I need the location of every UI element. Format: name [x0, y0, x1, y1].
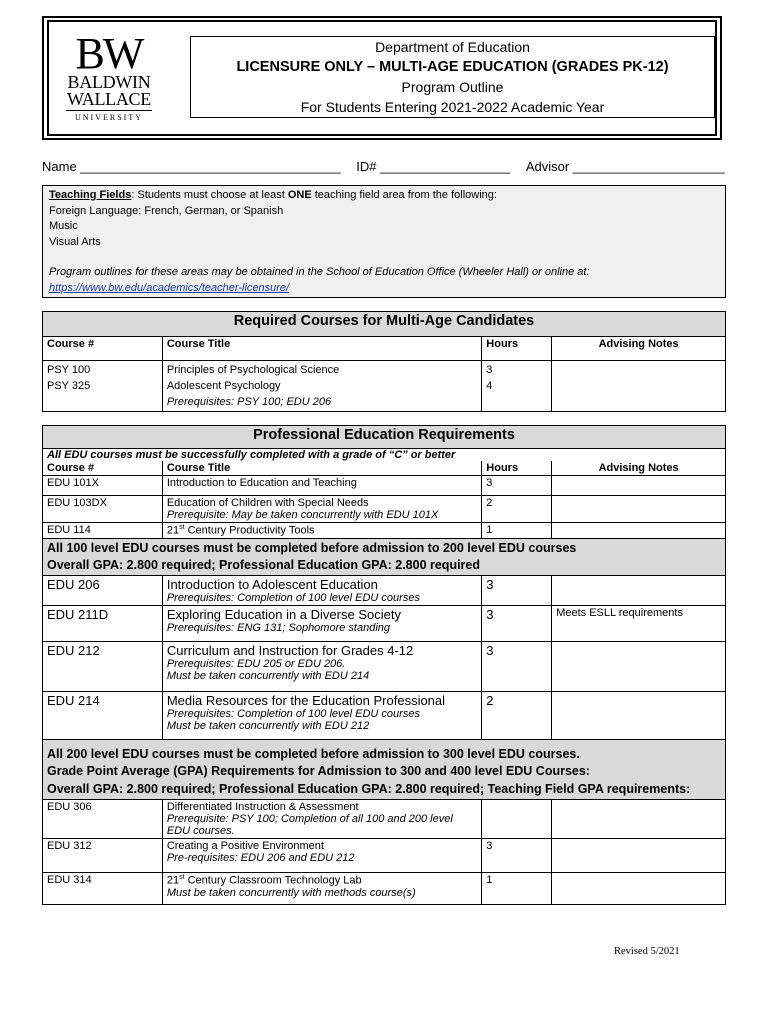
gate-200-note — [43, 739, 726, 800]
table-row — [43, 800, 726, 839]
course-num: EDU 211D — [43, 605, 163, 641]
table-row — [43, 641, 726, 691]
title-part: 21 — [166, 874, 180, 887]
advising-notes-cell[interactable] — [552, 476, 726, 496]
teaching-field-item: Foreign Language: French, German, or Spanish — [49, 204, 284, 217]
col-notes: Advising Notes — [552, 337, 726, 361]
course-prereq: Prerequisite: May be taken concurrently with EDU 101X — [166, 509, 439, 521]
professional-section-title: Professional Education Requirements — [43, 426, 726, 449]
advisor-field[interactable]: Advisor _____________________ — [525, 159, 725, 174]
course-hours: 4 — [486, 380, 493, 392]
course-prereq: Prerequisites: PSY 100; EDU 206 — [166, 396, 332, 408]
gate-100-line2: Overall GPA: 2.800 required; Professional Education GPA: 2.800 required — [47, 557, 481, 572]
professional-education-table — [42, 425, 726, 905]
course-prereq: Must be taken concurrently with EDU 212 — [166, 719, 370, 732]
table-row — [43, 575, 726, 605]
gate-200-line2: Grade Point Average (GPA) Requirements for Admission to 300 and 400 level EDU Courses: — [47, 764, 590, 779]
logo-line1: BALDWIN — [67, 72, 151, 92]
course-prereq: Must be taken concurrently with EDU 214 — [166, 669, 370, 682]
all-edu-note: All EDU courses must be successfully completed with a grade of “C” or better — [43, 449, 726, 462]
teaching-one: ONE — [287, 189, 312, 201]
teaching-intro — [49, 188, 719, 204]
course-hours: 2 — [482, 496, 552, 523]
title-sup: st — [179, 874, 185, 882]
course-prereq: Prerequisites: Completion of 100 level EDU courses — [166, 591, 420, 604]
table-row — [43, 361, 726, 412]
program-title: LICENSURE ONLY – MULTI-AGE EDUCATION (GRADES PK-12) — [236, 59, 669, 75]
teaching-note: Program outlines for these areas may be obtained in the School of Education Office (Wheeler Hall) or online at: — [49, 266, 590, 278]
advising-notes-cell[interactable] — [552, 839, 726, 873]
advising-notes-cell[interactable] — [552, 800, 726, 839]
advising-notes-cell[interactable] — [552, 873, 726, 905]
course-num: EDU 103DX — [43, 496, 163, 523]
gate-100-note — [43, 538, 726, 575]
title-box — [190, 36, 715, 118]
advising-notes-cell[interactable] — [552, 691, 726, 739]
title-part: Century Productivity Tools — [184, 524, 315, 537]
course-prereq: Prerequisites: Completion of 100 level EDU courses — [166, 707, 420, 720]
table-row — [43, 523, 726, 539]
course-prereq: Prerequisite: PSY 100; Completion of all 100 and 200 level — [166, 813, 453, 826]
title-part: Century Classroom Technology Lab — [184, 874, 362, 887]
dept-title: Department of Education — [375, 39, 530, 55]
course-title — [167, 874, 477, 887]
entering-title: For Students Entering 2021-2022 Academic Year — [300, 99, 605, 115]
col-hours: Hours — [482, 337, 552, 361]
title-part: 21 — [166, 524, 180, 537]
course-num: EDU 314 — [43, 873, 163, 905]
course-title: Adolescent Psychology — [166, 380, 281, 392]
course-hours: 3 — [482, 605, 552, 641]
teaching-field-item: Visual Arts — [49, 235, 101, 248]
table-row — [43, 496, 726, 523]
teaching-intro-a: : Students must choose at least — [131, 189, 288, 201]
course-title: Creating a Positive Environment — [166, 840, 324, 853]
required-section-title: Required Courses for Multi-Age Candidates — [43, 312, 726, 337]
course-prereq: EDU courses. — [166, 825, 235, 838]
table-row — [43, 839, 726, 873]
course-num: EDU 114 — [43, 523, 163, 539]
course-num: EDU 212 — [43, 641, 163, 691]
teaching-field-item: Music — [49, 220, 78, 232]
col-title: Course Title — [162, 337, 481, 361]
col-course: Course # — [43, 461, 163, 476]
course-hours: 1 — [482, 523, 552, 539]
revised-date: Revised 5/2021 — [614, 946, 680, 957]
advising-notes[interactable]: Meets ESLL requirements — [552, 605, 726, 641]
course-prereq: Prerequisites: EDU 205 or EDU 206. — [166, 657, 346, 670]
teaching-fields-box — [42, 185, 726, 298]
advising-notes-cell[interactable] — [552, 575, 726, 605]
teaching-intro-b: teaching field area from the following: — [311, 189, 497, 201]
id-field[interactable]: ID# __________________ — [356, 159, 511, 174]
table-row — [43, 691, 726, 739]
name-field[interactable]: Name ____________________________________ — [42, 159, 341, 174]
logo-line3: UNIVERSITY — [66, 110, 152, 122]
col-title: Course Title — [162, 461, 481, 476]
course-title: Media Resources for the Education Professional — [166, 692, 446, 708]
course-title: Principles of Psychological Science — [166, 364, 340, 376]
teaching-label: Teaching Fields — [49, 189, 132, 201]
outline-title: Program Outline — [401, 79, 504, 95]
logo-line2: WALLACE — [67, 89, 151, 109]
course-title: Introduction to Adolescent Education — [166, 576, 378, 592]
course-num: PSY 325 — [47, 380, 91, 392]
course-hours: 2 — [482, 691, 552, 739]
course-hours: 3 — [482, 575, 552, 605]
course-hours: 3 — [486, 364, 493, 376]
advising-notes-cell[interactable] — [552, 496, 726, 523]
course-hours: 1 — [482, 873, 552, 905]
title-sup: st — [179, 524, 185, 531]
col-course: Course # — [43, 337, 163, 361]
course-prereq: Must be taken concurrently with methods course(s) — [166, 886, 416, 899]
col-notes: Advising Notes — [552, 461, 726, 476]
course-title: Introduction to Education and Teaching — [162, 476, 481, 496]
course-prereq: Prerequisites: ENG 131; Sophomore standing — [166, 621, 391, 634]
course-num: PSY 100 — [47, 364, 91, 376]
course-num: EDU 214 — [43, 691, 163, 739]
course-title: Curriculum and Instruction for Grades 4-12 — [166, 642, 414, 658]
required-courses-table — [42, 311, 726, 412]
course-num: EDU 306 — [43, 800, 163, 839]
table-row — [43, 476, 726, 496]
course-num: EDU 206 — [43, 575, 163, 605]
course-hours: 3 — [482, 476, 552, 496]
course-num: EDU 312 — [43, 839, 163, 873]
student-info-line — [42, 159, 732, 174]
course-hours: 3 — [482, 839, 552, 873]
advising-notes-cell[interactable] — [552, 361, 726, 412]
course-hours: 3 — [482, 641, 552, 691]
advising-notes-cell[interactable] — [552, 641, 726, 691]
gate-200-line1: All 200 level EDU courses must be completed before admission to 300 level EDU courses. — [47, 746, 580, 761]
course-prereq: Pre-requisites: EDU 206 and EDU 212 — [166, 852, 355, 865]
advising-notes-cell[interactable] — [552, 523, 726, 539]
col-hours: Hours — [482, 461, 552, 476]
course-title — [162, 523, 481, 539]
course-num: EDU 101X — [43, 476, 163, 496]
teacher-licensure-link[interactable]: https://www.bw.edu/academics/teacher-licensure/ — [49, 281, 290, 294]
bw-logo — [60, 29, 158, 126]
course-title: Exploring Education in a Diverse Society — [166, 606, 401, 622]
logo-mark: BW — [75, 29, 143, 78]
course-title: Differentiated Instruction & Assessment — [166, 801, 359, 814]
course-title: Education of Children with Special Needs — [166, 497, 369, 509]
table-row — [43, 605, 726, 641]
gate-200-line3: Overall GPA: 2.800 required; Professional Education GPA: 2.800 required; Teaching Field GPA requirements: — [47, 781, 691, 796]
table-row — [43, 873, 726, 905]
gate-100-line1: All 100 level EDU courses must be completed before admission to 200 level EDU courses — [47, 540, 577, 555]
course-hours — [482, 800, 552, 839]
